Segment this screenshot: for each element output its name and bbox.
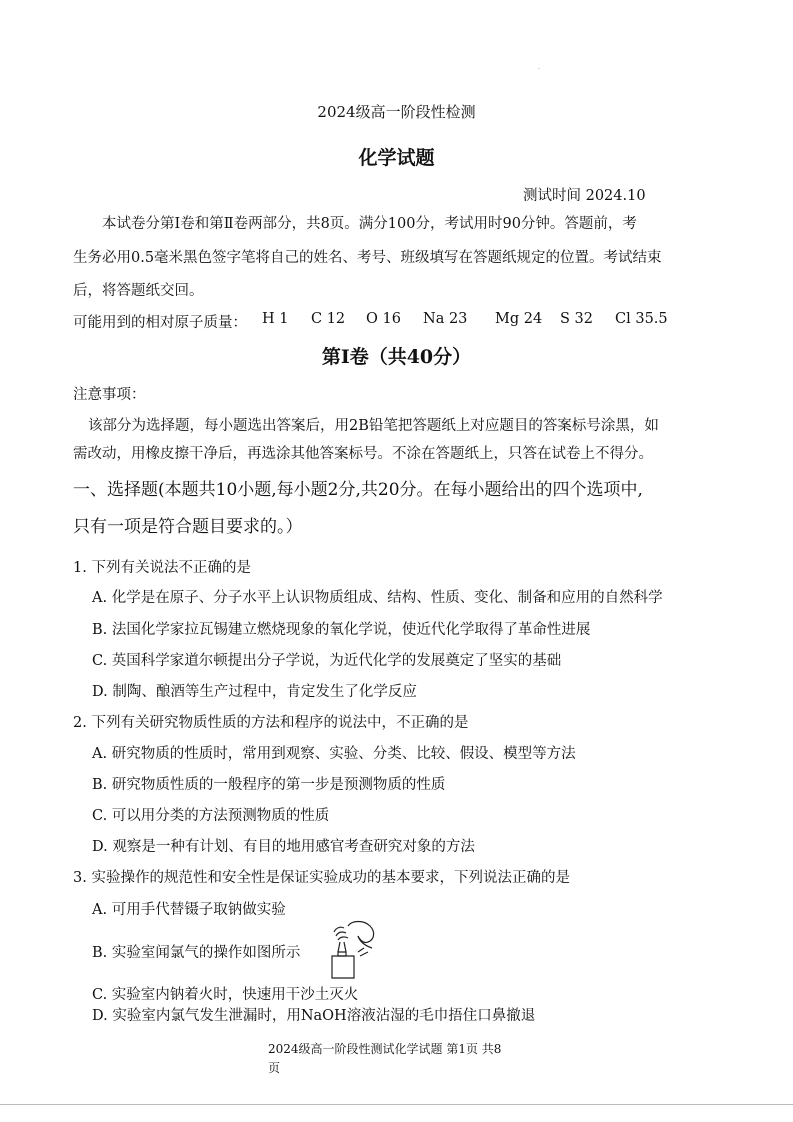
test-time: 测试时间 2024.10 (523, 188, 646, 204)
question-option: B. 实验室闻氯气的操作如图所示 (92, 945, 301, 961)
question-option: D. 制陶、酿酒等生产过程中，肯定发生了化学反应 (92, 684, 417, 700)
atomic-mass-label: 可能用到的相对原子质量： (73, 315, 247, 331)
notes-heading: 注意事项： (73, 387, 146, 403)
question-option: B. 法国化学家拉瓦锡建立燃烧现象的氧化学说，使近代化学取得了革命性进展 (92, 622, 591, 638)
section-title: 第Ⅰ卷（共40分） (321, 346, 472, 368)
footer-page-info-cont: 页 (268, 1061, 281, 1075)
instructions-line-3: 后，将答题纸交回。 (73, 283, 204, 299)
question-option: D. 观察是一种有计划、有目的地用感官考查研究对象的方法 (92, 839, 475, 855)
atomic-mass-cl: Cl 35.5 (615, 311, 668, 327)
page-bottom-rule (0, 1104, 793, 1105)
atomic-mass-mg: Mg 24 (495, 311, 543, 327)
atomic-mass-h: H 1 (262, 311, 289, 327)
atomic-mass-na: Na 23 (423, 311, 468, 327)
question-option: C. 英国科学家道尔顿提出分子学说，为近代化学的发展奠定了坚实的基础 (92, 653, 562, 669)
notes-line-2: 需改动，用橡皮擦干净后，再选涂其他答案标号。不涂在答题纸上，只答在试卷上不得分。 (73, 446, 653, 462)
footer-page-info: 2024级高一阶段性测试化学试题 第1页 共8 (268, 1042, 502, 1056)
question-option: B. 研究物质性质的一般程序的第一步是预测物质的性质 (92, 777, 446, 793)
part-heading-line-1: 一、选择题(本题共10小题,每小题2分,共20分。在每小题给出的四个选项中, (73, 480, 643, 500)
atomic-mass-s: S 32 (560, 311, 593, 327)
instructions-line-2: 生务必用0.5毫米黑色签字笔将自己的姓名、考号、班级填写在答题纸规定的位置。考试结束 (73, 250, 662, 266)
notes-line-1: 该部分为选择题，每小题选出答案后，用2B铅笔把答题纸上对应题目的答案标号涂黑，如 (88, 418, 659, 434)
question-stem: 3. 实验操作的规范性和安全性是保证实验成功的基本要求，下列说法正确的是 (73, 870, 570, 886)
atomic-mass-c: C 12 (311, 311, 346, 327)
question-option: D. 实验室内氯气发生泄漏时，用NaOH溶液沾湿的毛巾捂住口鼻撤退 (92, 1008, 536, 1024)
question-stem: 2. 下列有关研究物质性质的方法和程序的说法中，不正确的是 (73, 715, 469, 731)
question-option: A. 研究物质的性质时，常用到观察、实验、分类、比较、假设、模型等方法 (92, 746, 576, 762)
question-option: C. 可以用分类的方法预测物质的性质 (92, 808, 330, 824)
atomic-mass-o: O 16 (366, 311, 401, 327)
question-option: A. 化学是在原子、分子水平上认识物质组成、结构、性质、变化、制备和应用的自然科学 (92, 590, 663, 606)
subject-title: 化学试题 (358, 147, 435, 169)
instructions-line-1: 本试卷分第Ⅰ卷和第Ⅱ卷两部分，共8页。满分100分，考试用时90分钟。答题前，考 (102, 216, 637, 232)
question-stem: 1. 下列有关说法不正确的是 (73, 560, 251, 576)
part-heading-line-2: 只有一项是符合题目要求的。） (73, 517, 303, 537)
smelling-gas-icon (324, 918, 384, 980)
stray-dot: . (538, 64, 540, 71)
question-option: C. 实验室内钠着火时，快速用干沙土灭火 (92, 987, 359, 1003)
question-option: A. 可用手代替镊子取钠做实验 (92, 902, 286, 918)
exam-title: 2024级高一阶段性检测 (317, 103, 476, 121)
